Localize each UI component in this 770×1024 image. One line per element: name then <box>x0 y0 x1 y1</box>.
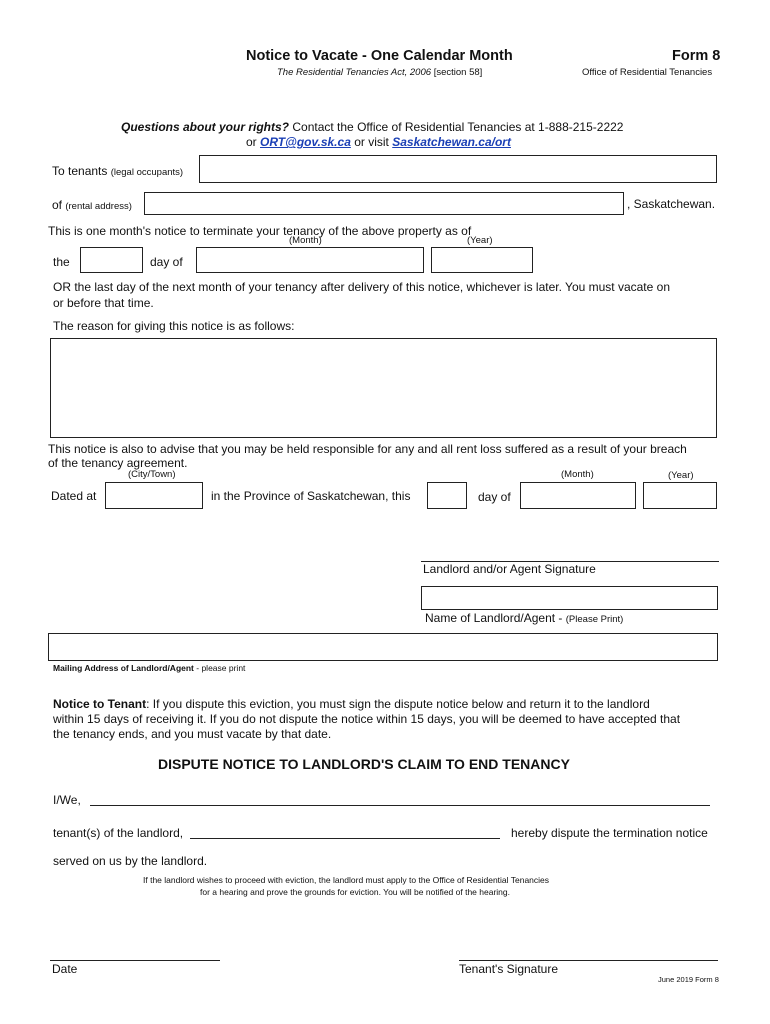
tenant-notice-line-3: the tenancy ends, and you must vacate by that date. <box>53 727 332 741</box>
act-section: [section 58] <box>433 67 483 78</box>
contact-or-visit: or visit <box>354 135 389 149</box>
form-version: June 2019 Form 8 <box>658 975 719 984</box>
dated-month-label: (Month) <box>561 469 594 480</box>
form-title: Notice to Vacate - One Calendar Month <box>246 48 513 64</box>
iwe-line[interactable] <box>90 805 710 806</box>
tenant-notice-text-1: : If you dispute this eviction, you must sign the dispute notice below and return it to the landlord <box>146 697 650 711</box>
tenants-of-landlord-label: tenant(s) of the landlord, <box>53 826 184 840</box>
rent-loss-line-2: of the tenancy agreement. <box>48 456 188 470</box>
iwe-label: I/We, <box>53 793 81 807</box>
contact-question: Questions about your rights? <box>121 120 290 134</box>
office-name: Office of Residential Tenancies <box>582 67 713 78</box>
contact-line-1 <box>121 120 623 134</box>
eviction-note-line-2: for a hearing and prove the grounds for eviction. You will be notified of the hearing. <box>200 887 510 897</box>
month-label: (Month) <box>289 235 322 246</box>
landlord-name-line[interactable] <box>190 838 500 839</box>
day-of-label: day of <box>150 255 183 269</box>
tenants-label <box>52 164 183 178</box>
landlord-name-label-text: Name of Landlord/Agent - <box>425 611 563 625</box>
website-link[interactable]: Saskatchewan.ca/ort <box>392 135 511 149</box>
landlord-name-label <box>425 611 623 625</box>
mailing-address-label <box>53 663 245 673</box>
saskatchewan-suffix: , Saskatchewan. <box>627 197 716 211</box>
the-label: the <box>53 255 70 269</box>
dated-year-input[interactable] <box>643 482 717 509</box>
tenant-notice-line-1 <box>53 697 650 711</box>
form-number: Form 8 <box>672 48 721 64</box>
tenant-notice-heading: Notice to Tenant <box>53 697 147 711</box>
date-line[interactable] <box>50 960 220 961</box>
mailing-label-note: - please print <box>196 663 246 673</box>
city-input[interactable] <box>105 482 203 509</box>
dated-month-input[interactable] <box>520 482 636 509</box>
landlord-signature-label: Landlord and/or Agent Signature <box>423 562 596 576</box>
email-link[interactable]: ORT@gov.sk.ca <box>260 135 351 149</box>
year-input[interactable] <box>431 247 533 273</box>
dated-day-of-label: day of <box>478 490 511 504</box>
reason-label: The reason for giving this notice is as follows: <box>53 319 295 333</box>
rental-address-input[interactable] <box>144 192 624 215</box>
year-label: (Year) <box>467 235 493 246</box>
or-text-line-2: or before that time. <box>53 296 154 310</box>
or-text-line-1: OR the last day of the next month of your tenancy after delivery of this notice, whichever is later. You must vacate on <box>53 280 670 294</box>
tenant-signature-label: Tenant's Signature <box>459 962 559 976</box>
province-text: in the Province of Saskatchewan, this <box>211 489 411 503</box>
dated-at-label: Dated at <box>51 489 97 503</box>
act-name: The Residential Tenancies Act, 2006 <box>277 67 432 78</box>
rental-label-text: of <box>52 198 63 212</box>
rental-sublabel: (rental address) <box>65 201 132 212</box>
reason-textarea[interactable] <box>50 338 717 438</box>
date-label: Date <box>52 962 78 976</box>
landlord-name-note: (Please Print) <box>565 614 624 625</box>
rent-loss-line-1: This notice is also to advise that you may be held responsible for any and all rent loss suffered as a result of your breach <box>48 442 687 456</box>
month-input[interactable] <box>196 247 424 273</box>
contact-line-2 <box>246 135 511 149</box>
mailing-address-input[interactable] <box>48 633 718 661</box>
tenants-label-text: To tenants <box>52 164 108 178</box>
eviction-note-line-1: If the landlord wishes to proceed with eviction, the landlord must apply to the Office of Residential Tenancies <box>143 875 550 885</box>
mailing-label-text: Mailing Address of Landlord/Agent <box>53 663 194 673</box>
contact-or: or <box>246 135 257 149</box>
notice-text: This is one month's notice to terminate your tenancy of the above property as of <box>48 224 472 238</box>
landlord-name-input[interactable] <box>421 586 718 610</box>
tenants-input[interactable] <box>199 155 717 183</box>
tenants-sublabel: (legal occupants) <box>110 167 184 178</box>
rental-label <box>52 198 132 212</box>
contact-phone-text: Contact the Office of Residential Tenancies at 1-888-215-2222 <box>292 120 624 134</box>
city-label: (City/Town) <box>128 469 176 480</box>
tenant-signature-line[interactable] <box>459 960 718 961</box>
tenant-notice-line-2: within 15 days of receiving it. If you do not dispute the notice within 15 days, you will be deemed to have accepted that <box>53 712 681 726</box>
act-reference <box>277 67 482 78</box>
dated-year-label: (Year) <box>668 470 694 481</box>
hereby-dispute-text: hereby dispute the termination notice <box>511 826 708 840</box>
day-input[interactable] <box>80 247 143 273</box>
dispute-heading: DISPUTE NOTICE TO LANDLORD'S CLAIM TO END TENANCY <box>158 756 570 772</box>
served-text: served on us by the landlord. <box>53 854 208 868</box>
dated-day-input[interactable] <box>427 482 467 509</box>
